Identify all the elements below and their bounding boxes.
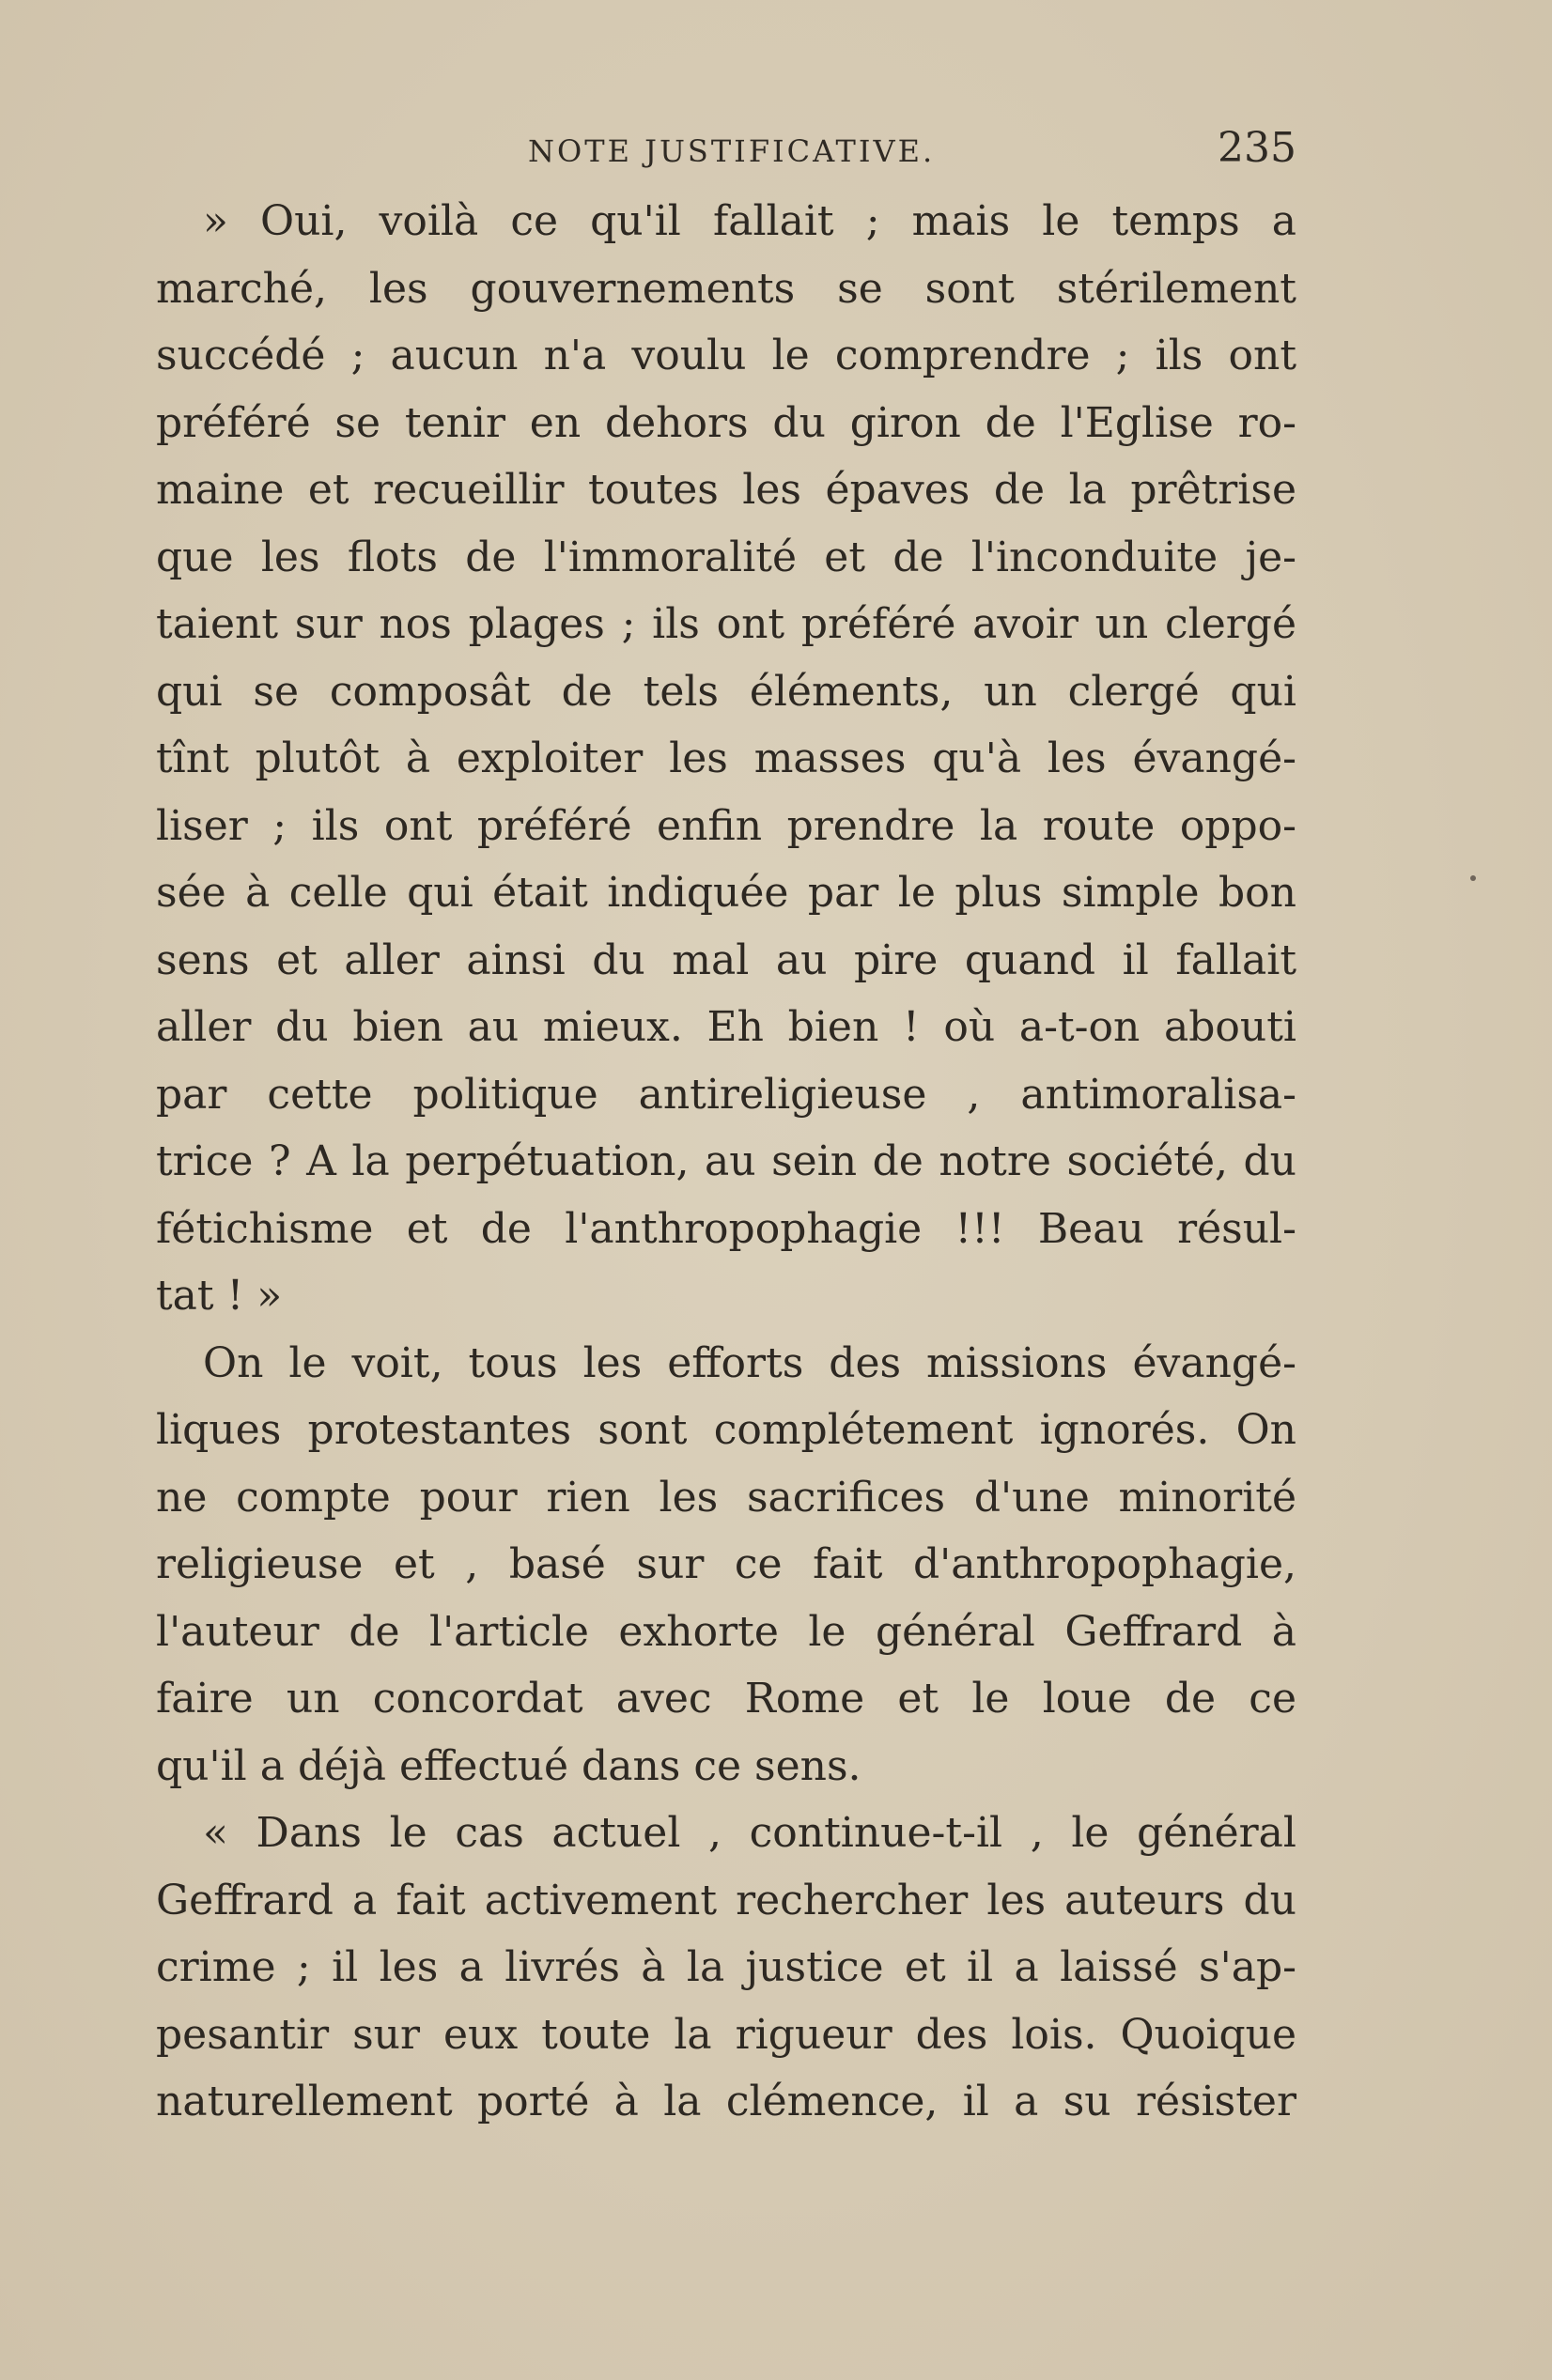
text-line: religieuse et , basé sur ce fait d'anthropophagie, bbox=[156, 1540, 1296, 1588]
text-line: préféré se tenir en dehors du giron de l'Eglise ro- bbox=[156, 398, 1296, 447]
running-head: NOTE JUSTIFICATIVE. bbox=[528, 133, 936, 169]
text-line: aller du bien au mieux. Eh bien ! où a-t-on abouti bbox=[156, 1003, 1296, 1051]
page-number: 235 bbox=[1218, 124, 1296, 172]
text-line: succédé ; aucun n'a voulu le comprendre ; ils ont bbox=[156, 332, 1296, 379]
text-line: crime ; il les a livrés à la justice et il a laissé s'ap- bbox=[156, 1943, 1296, 1991]
text-line: sée à celle qui était indiquée par le plus simple bon bbox=[156, 869, 1296, 917]
text-line: faire un concordat avec Rome et le loue de ce bbox=[156, 1675, 1296, 1723]
text-line: « Dans le cas actuel , continue-t-il , le général bbox=[203, 1809, 1296, 1857]
text-line: tat ! » bbox=[156, 1272, 283, 1320]
text-line: taient sur nos plages ; ils ont préféré avoir un clergé bbox=[156, 600, 1296, 648]
body-text bbox=[156, 188, 1296, 2136]
text-line: tînt plutôt à exploiter les masses qu'à les évangé- bbox=[156, 734, 1296, 782]
text-line: qui se composât de tels éléments, un clergé qui bbox=[156, 667, 1296, 716]
text-line: liques protestantes sont complétement ignorés. On bbox=[156, 1406, 1296, 1454]
text-line: sens et aller ainsi du mal au pire quand il fallait bbox=[156, 935, 1296, 984]
text-line: ne compte pour rien les sacrifices d'une minorité bbox=[156, 1473, 1296, 1522]
text-line: maine et recueillir toutes les épaves de la prêtrise bbox=[156, 466, 1296, 514]
text-line: pesantir sur eux toute la rigueur des lois. Quoique bbox=[156, 2010, 1296, 2059]
text-line: qu'il a déjà effectué dans ce sens. bbox=[156, 1741, 861, 1790]
text-line: marché, les gouvernements se sont stérilement bbox=[156, 264, 1296, 313]
page-header bbox=[156, 120, 1296, 177]
text-line: Geffrard a fait activement rechercher les auteurs du bbox=[156, 1876, 1296, 1924]
text-line: » Oui, voilà ce qu'il fallait ; mais le temps a bbox=[203, 197, 1296, 245]
text-line: l'auteur de l'article exhorte le général Geffrard à bbox=[156, 1607, 1296, 1656]
text-line: trice ? A la perpétuation, au sein de notre société, du bbox=[156, 1137, 1296, 1185]
paper-speck bbox=[1470, 875, 1476, 881]
text-line: naturellement porté à la clémence, il a su résister bbox=[156, 2078, 1296, 2125]
text-line: On le voit, tous les efforts des missions évangé- bbox=[203, 1338, 1296, 1387]
text-line: fétichisme et de l'anthropophagie !!! Beau résul- bbox=[156, 1204, 1296, 1253]
text-line: par cette politique antireligieuse , antimoralisa- bbox=[156, 1070, 1296, 1119]
text-line: que les flots de l'immoralité et de l'inconduite je- bbox=[156, 533, 1296, 581]
text-line: liser ; ils ont préféré enfin prendre la route oppo- bbox=[156, 801, 1296, 850]
